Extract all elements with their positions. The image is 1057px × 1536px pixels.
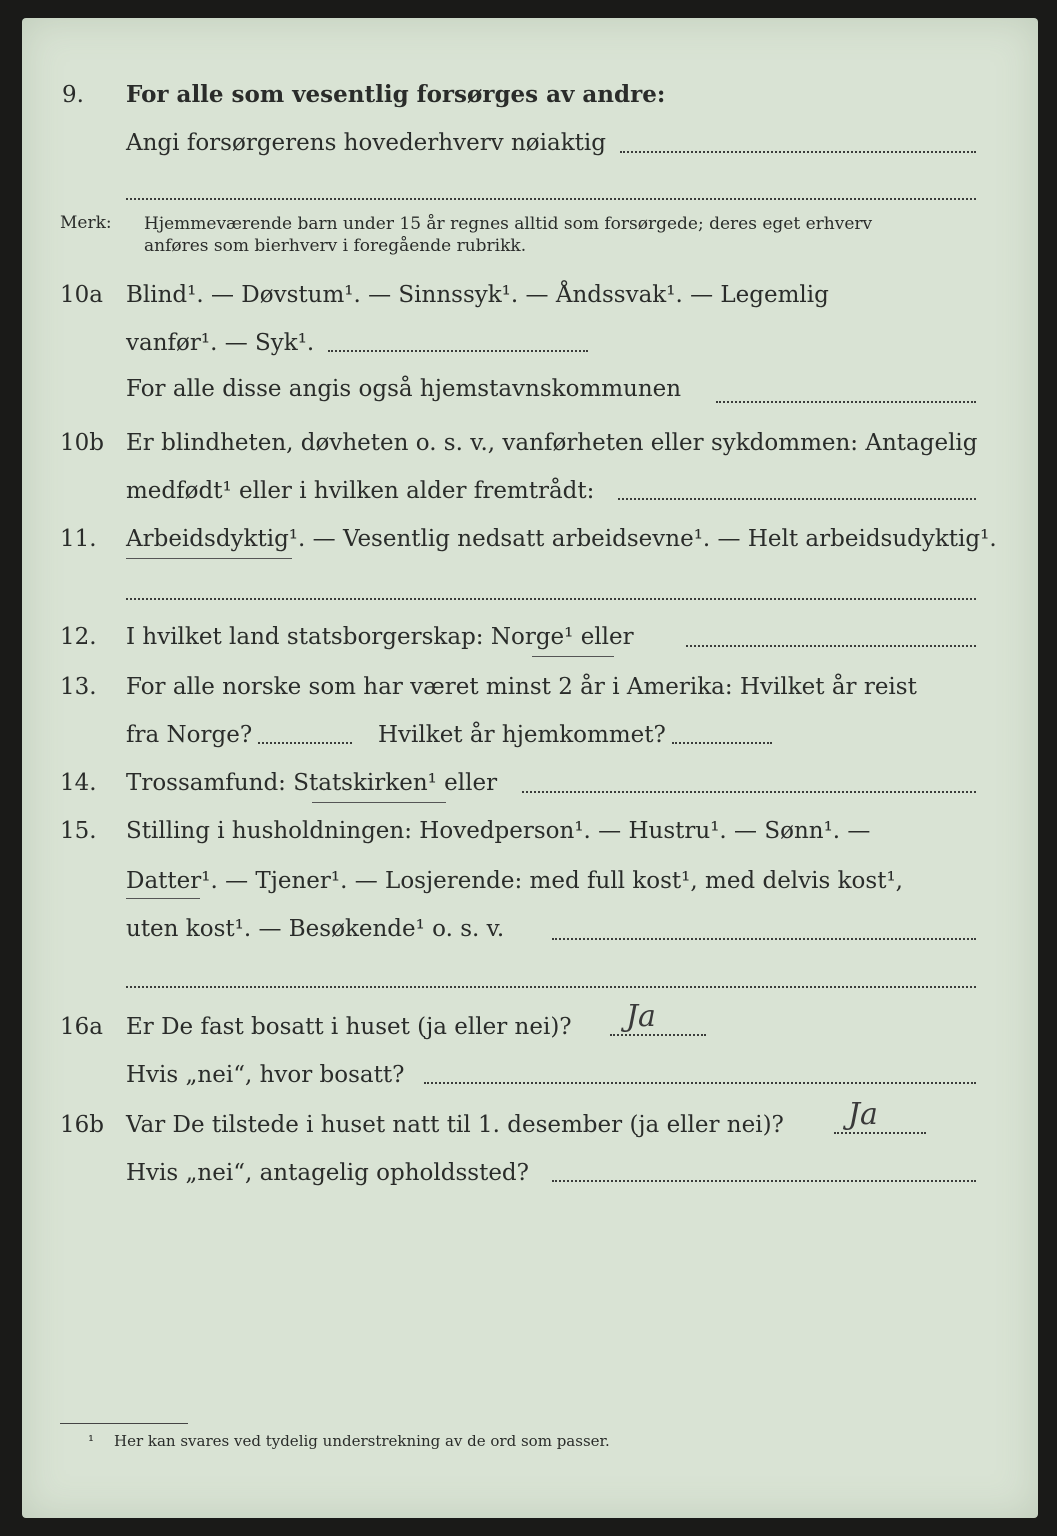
q14-handwritten-underline	[312, 802, 446, 803]
q10b-answer-line	[618, 498, 976, 500]
q15-number: 15.	[60, 818, 97, 844]
q13-line-2b: Hvilket år hjemkommet?	[378, 722, 666, 748]
q9-answer-line-2	[126, 198, 976, 200]
q13-reist-line	[258, 742, 352, 744]
q16b-answer-line	[834, 1132, 926, 1134]
q16b-number: 16b	[60, 1112, 104, 1138]
footnote-mark: ¹	[88, 1432, 95, 1450]
q11-handwritten-underline	[126, 558, 292, 559]
q16a-number: 16a	[60, 1014, 103, 1040]
q12-handwritten-underline	[532, 656, 614, 657]
q14-number: 14.	[60, 770, 97, 796]
q10a-syk-line	[328, 350, 588, 352]
q12-number: 12.	[60, 624, 97, 650]
q16b-handwritten-answer: Ja	[848, 1097, 878, 1132]
merk-line-2: anføres som bierhverv i foregående rubrikk.	[144, 236, 527, 256]
q16a-line-2: Hvis „nei“, hvor bosatt?	[126, 1062, 405, 1088]
q14-line-1: Trossamfund: Statskirken¹ eller	[126, 770, 498, 796]
q12-answer-line	[686, 645, 976, 647]
q16b-line-2: Hvis „nei“, antagelig opholdssted?	[126, 1160, 529, 1186]
q10a-line-2: vanfør¹. — Syk¹.	[126, 330, 315, 356]
q16b-line-1: Var De tilstede i huset natt til 1. desember (ja eller nei)?	[126, 1112, 784, 1138]
q15-line-3: uten kost¹. — Besøkende¹ o. s. v.	[126, 916, 505, 942]
q16a-answer-line	[610, 1034, 706, 1036]
q13-number: 13.	[60, 674, 97, 700]
q13-hjemkommet-line	[672, 742, 772, 744]
q13-line-2a: fra Norge?	[126, 722, 253, 748]
q10a-line-1: Blind¹. — Døvstum¹. — Sinnssyk¹. — Åndssvak¹. — Legemlig	[126, 282, 829, 308]
q13-line-1: For alle norske som har været minst 2 år i Amerika: Hvilket år reist	[126, 674, 917, 700]
q11-line-1: Arbeidsdyktig¹. — Vesentlig nedsatt arbeidsevne¹. — Helt arbeidsudyktig¹.	[126, 526, 997, 552]
q10a-line-3: For alle disse angis også hjemstavnskommunen	[126, 376, 682, 402]
census-form-page	[22, 18, 1038, 1518]
q15-answer-line-2	[126, 986, 976, 988]
q11-number: 11.	[60, 526, 97, 552]
q15-handwritten-underline	[126, 898, 200, 899]
footnote-text: Her kan svares ved tydelig understrekning av de ord som passer.	[114, 1432, 610, 1450]
q10a-kommune-line	[716, 401, 976, 403]
q15-line-1: Stilling i husholdningen: Hovedperson¹. — Hustru¹. — Sønn¹. —	[126, 818, 871, 844]
q9-number: 9.	[62, 82, 84, 108]
q10a-number: 10a	[60, 282, 103, 308]
q9-answer-line-1	[620, 151, 976, 153]
footnote-rule	[60, 1423, 188, 1424]
q16a-handwritten-answer: Ja	[626, 999, 656, 1034]
q15-line-2: Datter¹. — Tjener¹. — Losjerende: med full kost¹, med delvis kost¹,	[126, 868, 903, 894]
q9-title: For alle som vesentlig forsørges av andre:	[126, 81, 666, 108]
merk-line-1: Hjemmeværende barn under 15 år regnes alltid som forsørgede; deres eget erhverv	[144, 214, 873, 234]
q9-line: Angi forsørgerens hovederhverv nøiaktig	[126, 130, 606, 156]
q10b-number: 10b	[60, 430, 104, 456]
q14-answer-line	[522, 791, 976, 793]
q11-answer-line	[126, 598, 976, 600]
q12-line-1: I hvilket land statsborgerskap: Norge¹ eller	[126, 624, 634, 650]
q10b-line-2: medfødt¹ eller i hvilken alder fremtrådt:	[126, 478, 595, 504]
q16b-opholdssted-line	[552, 1180, 976, 1182]
q10b-line-1: Er blindheten, døvheten o. s. v., vanførheten eller sykdommen: Antagelig	[126, 430, 978, 456]
q15-answer-line-1	[552, 938, 976, 940]
q16a-line-1: Er De fast bosatt i huset (ja eller nei)?	[126, 1014, 572, 1040]
q16a-bosatt-line	[424, 1082, 976, 1084]
merk-label: Merk:	[60, 213, 112, 233]
